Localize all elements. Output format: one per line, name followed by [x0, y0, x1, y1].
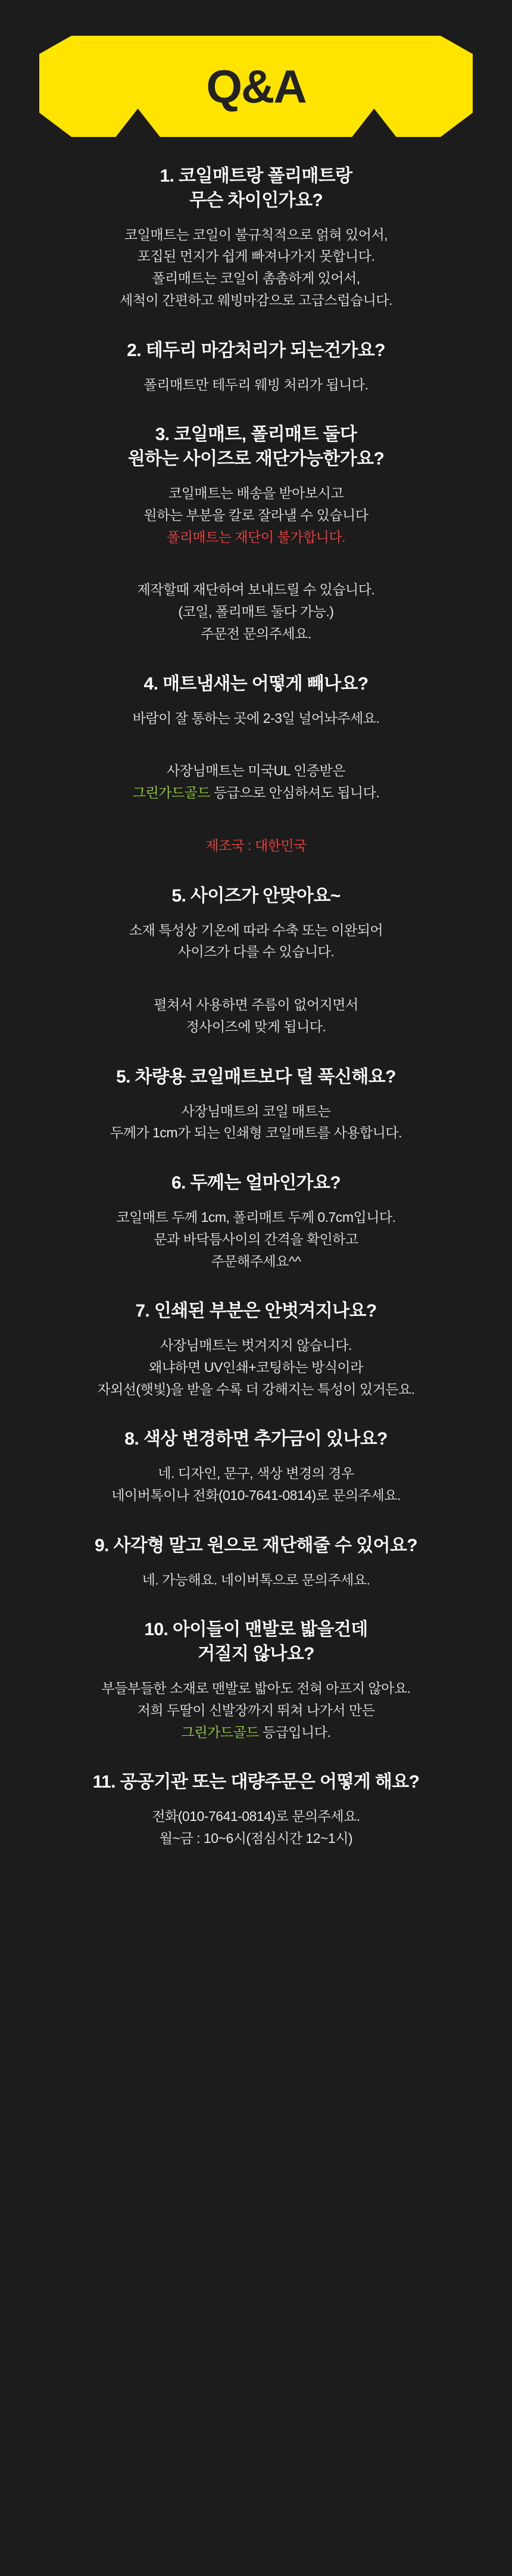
qa-answer-line: 코일매트는 코일이 불규칙적으로 얽혀 있어서,: [124, 226, 388, 242]
qa-question: [24, 1299, 488, 1324]
qa-list: [0, 137, 512, 1850]
qa-answer-line: 왜냐하면 UV인쇄+코팅하는 방식이라: [149, 1359, 363, 1375]
qa-question: [24, 1618, 488, 1667]
qa-item: [24, 1171, 488, 1272]
qa-question: [24, 1427, 488, 1452]
qa-answer-line: 두께가 1cm가 되는 인쇄형 코일매트를 사용합니다.: [110, 1125, 402, 1141]
qa-answer-line: 전화(010-7641-0814)로 문의주세요.: [152, 1808, 360, 1825]
qa-question-line: 10. 아이들이 맨발로 밟을건데: [144, 1620, 368, 1640]
qa-answer-line: 사장님매트의 코일 매트는: [181, 1103, 331, 1119]
qa-item: [24, 339, 488, 396]
qa-answer-line: 정사이즈에 맞게 됩니다.: [186, 1018, 326, 1034]
qa-banner: [71, 36, 441, 137]
qa-question-line: 원하는 사이즈로 재단가능한가요?: [127, 449, 385, 469]
qa-spacer: [24, 548, 488, 561]
qa-answer-line: 바람이 잘 통하는 곳에 2-3일 널어놔주세요.: [132, 710, 380, 726]
qa-answer-line: [24, 782, 488, 804]
qa-question-line: 1. 코일매트랑 폴리매트랑: [160, 166, 352, 186]
qa-answer-line: 소재 특성상 기온에 따라 수축 또는 이완되어: [129, 922, 383, 938]
qa-question-line: 거질지 않나요?: [198, 1644, 314, 1664]
qa-question-line: 6. 두께는 얼마인가요?: [171, 1173, 341, 1193]
qa-answer-line: 네이버톡이나 전화(010-7641-0814)로 문의주세요.: [111, 1487, 401, 1504]
qa-answer-line: 네. 가능해요. 네이버톡으로 문의주세요.: [142, 1571, 370, 1588]
qa-answer-line: 부들부들한 소재로 맨발로 밟아도 전혀 아프지 않아요.: [101, 1680, 411, 1696]
qa-spacer: [24, 729, 488, 742]
qa-question-line: 7. 인쇄된 부분은 안벗겨지나요?: [135, 1301, 377, 1321]
qa-answer-line: 주문해주세요^^: [211, 1253, 301, 1269]
qa-spacer: [24, 963, 488, 976]
qa-answer-line: 저희 두딸이 신발장까지 뛰쳐 나가서 만든: [137, 1702, 375, 1718]
qa-item: [24, 884, 488, 1038]
qa-answer-text: 등급입니다.: [258, 1724, 331, 1740]
qa-item: [24, 164, 488, 311]
qa-question: [24, 1770, 488, 1795]
page-title: Q&A: [206, 60, 306, 113]
qa-question: [24, 1534, 488, 1558]
qa-answer-text: 등급으로 안심하셔도 됩니다.: [210, 785, 380, 801]
qa-item: [24, 1427, 488, 1506]
qa-answer-line: 제작할때 재단하여 보내드릴 수 있습니다.: [137, 582, 375, 598]
qa-question-line: 9. 사각형 말고 원으로 재단해줄 수 있어요?: [94, 1535, 418, 1555]
qa-question-line: 11. 공공기관 또는 대량주문은 어떻게 해요?: [92, 1772, 420, 1792]
qa-answer-line: 주문전 문의주세요.: [201, 625, 311, 641]
qa-item: [24, 423, 488, 644]
qa-question-line: 3. 코일매트, 폴리매트 둘다: [155, 425, 357, 445]
qa-question: [24, 423, 488, 472]
qa-spacer: [24, 804, 488, 817]
qa-question: [24, 1171, 488, 1196]
qa-answer-line: 문과 바닥틈사이의 간격을 확인하고: [154, 1231, 358, 1247]
qa-answer-line: 포집된 먼지가 쉽게 빠져나가지 못합니다.: [137, 248, 375, 264]
qa-answer-line: 사장님매트는 벗겨지지 않습니다.: [160, 1337, 352, 1354]
qa-answer-line: 네. 디자인, 문구, 색상 변경의 경우: [158, 1465, 354, 1482]
qa-question-line: 5. 차량용 코일매트보다 덜 푹신해요?: [116, 1066, 396, 1087]
qa-answer-line: 폴리매트는 코일이 촘촘하게 있어서,: [152, 270, 360, 286]
qa-answer-line: 사장님매트는 미국UL 인증받은: [167, 763, 345, 779]
qa-answer-line: [24, 1722, 488, 1744]
qa-answer-line: 세척이 간편하고 웨빙마감으로 고급스럽습니다.: [120, 292, 392, 308]
qa-item: [24, 1065, 488, 1144]
qa-question: [24, 672, 488, 697]
qa-item: [24, 1534, 488, 1591]
qa-question-line: 5. 사이즈가 안맞아요~: [171, 885, 341, 906]
qa-question-line: 2. 테두리 마감처리가 되는건가요?: [127, 340, 385, 360]
qa-answer-line: 코일매트는 배송을 받아보시고: [168, 485, 344, 501]
qa-answer-line: 폴리매트만 테두리 웨빙 처리가 됩니다.: [143, 376, 369, 392]
greenguard-gold-label: 그린가드골드: [132, 785, 211, 801]
qa-answer-line: 자외선(햇빛)을 받을 수록 더 강해지는 특성이 있거든요.: [97, 1381, 415, 1397]
qa-question-line: 무슨 차이인가요?: [189, 190, 323, 210]
qa-answer-line: 펼쳐서 사용하면 주름이 없어지면서: [154, 997, 358, 1013]
qa-question-line: 8. 색상 변경하면 추가금이 있나요?: [124, 1429, 388, 1449]
qa-question: [24, 164, 488, 213]
greenguard-gold-label: 그린가드골드: [181, 1724, 259, 1740]
qa-item: [24, 1618, 488, 1743]
ribbon-right-tail: [441, 36, 473, 137]
qa-answer-line: 코일매트 두께 1cm, 폴리매트 두께 0.7cm입니다.: [116, 1209, 396, 1225]
qa-question: [24, 884, 488, 909]
qa-answer-line: (코일, 폴리매트 둘다 가능.): [178, 604, 334, 620]
banner-section: [0, 0, 512, 137]
qa-answer-line: 사이즈가 다를 수 있습니다.: [177, 944, 335, 960]
ribbon-left-tail: [39, 36, 71, 137]
qa-item: [24, 1299, 488, 1400]
qa-answer-line: 월~금 : 10~6시(점심시간 12~1시): [159, 1830, 353, 1847]
qa-item: [24, 1770, 488, 1849]
qa-answer-line: 제조국 : 대한민국: [205, 837, 307, 853]
qa-question: [24, 1065, 488, 1090]
qa-question-line: 4. 매트냄새는 어떻게 빼나요?: [143, 673, 369, 694]
qa-answer-line: 폴리매트는 재단이 불가합니다.: [166, 529, 345, 545]
qa-item: [24, 672, 488, 857]
qa-question: [24, 339, 488, 363]
qa-answer-line: 원하는 부분을 칼로 잘라낼 수 있습니다: [143, 507, 369, 523]
